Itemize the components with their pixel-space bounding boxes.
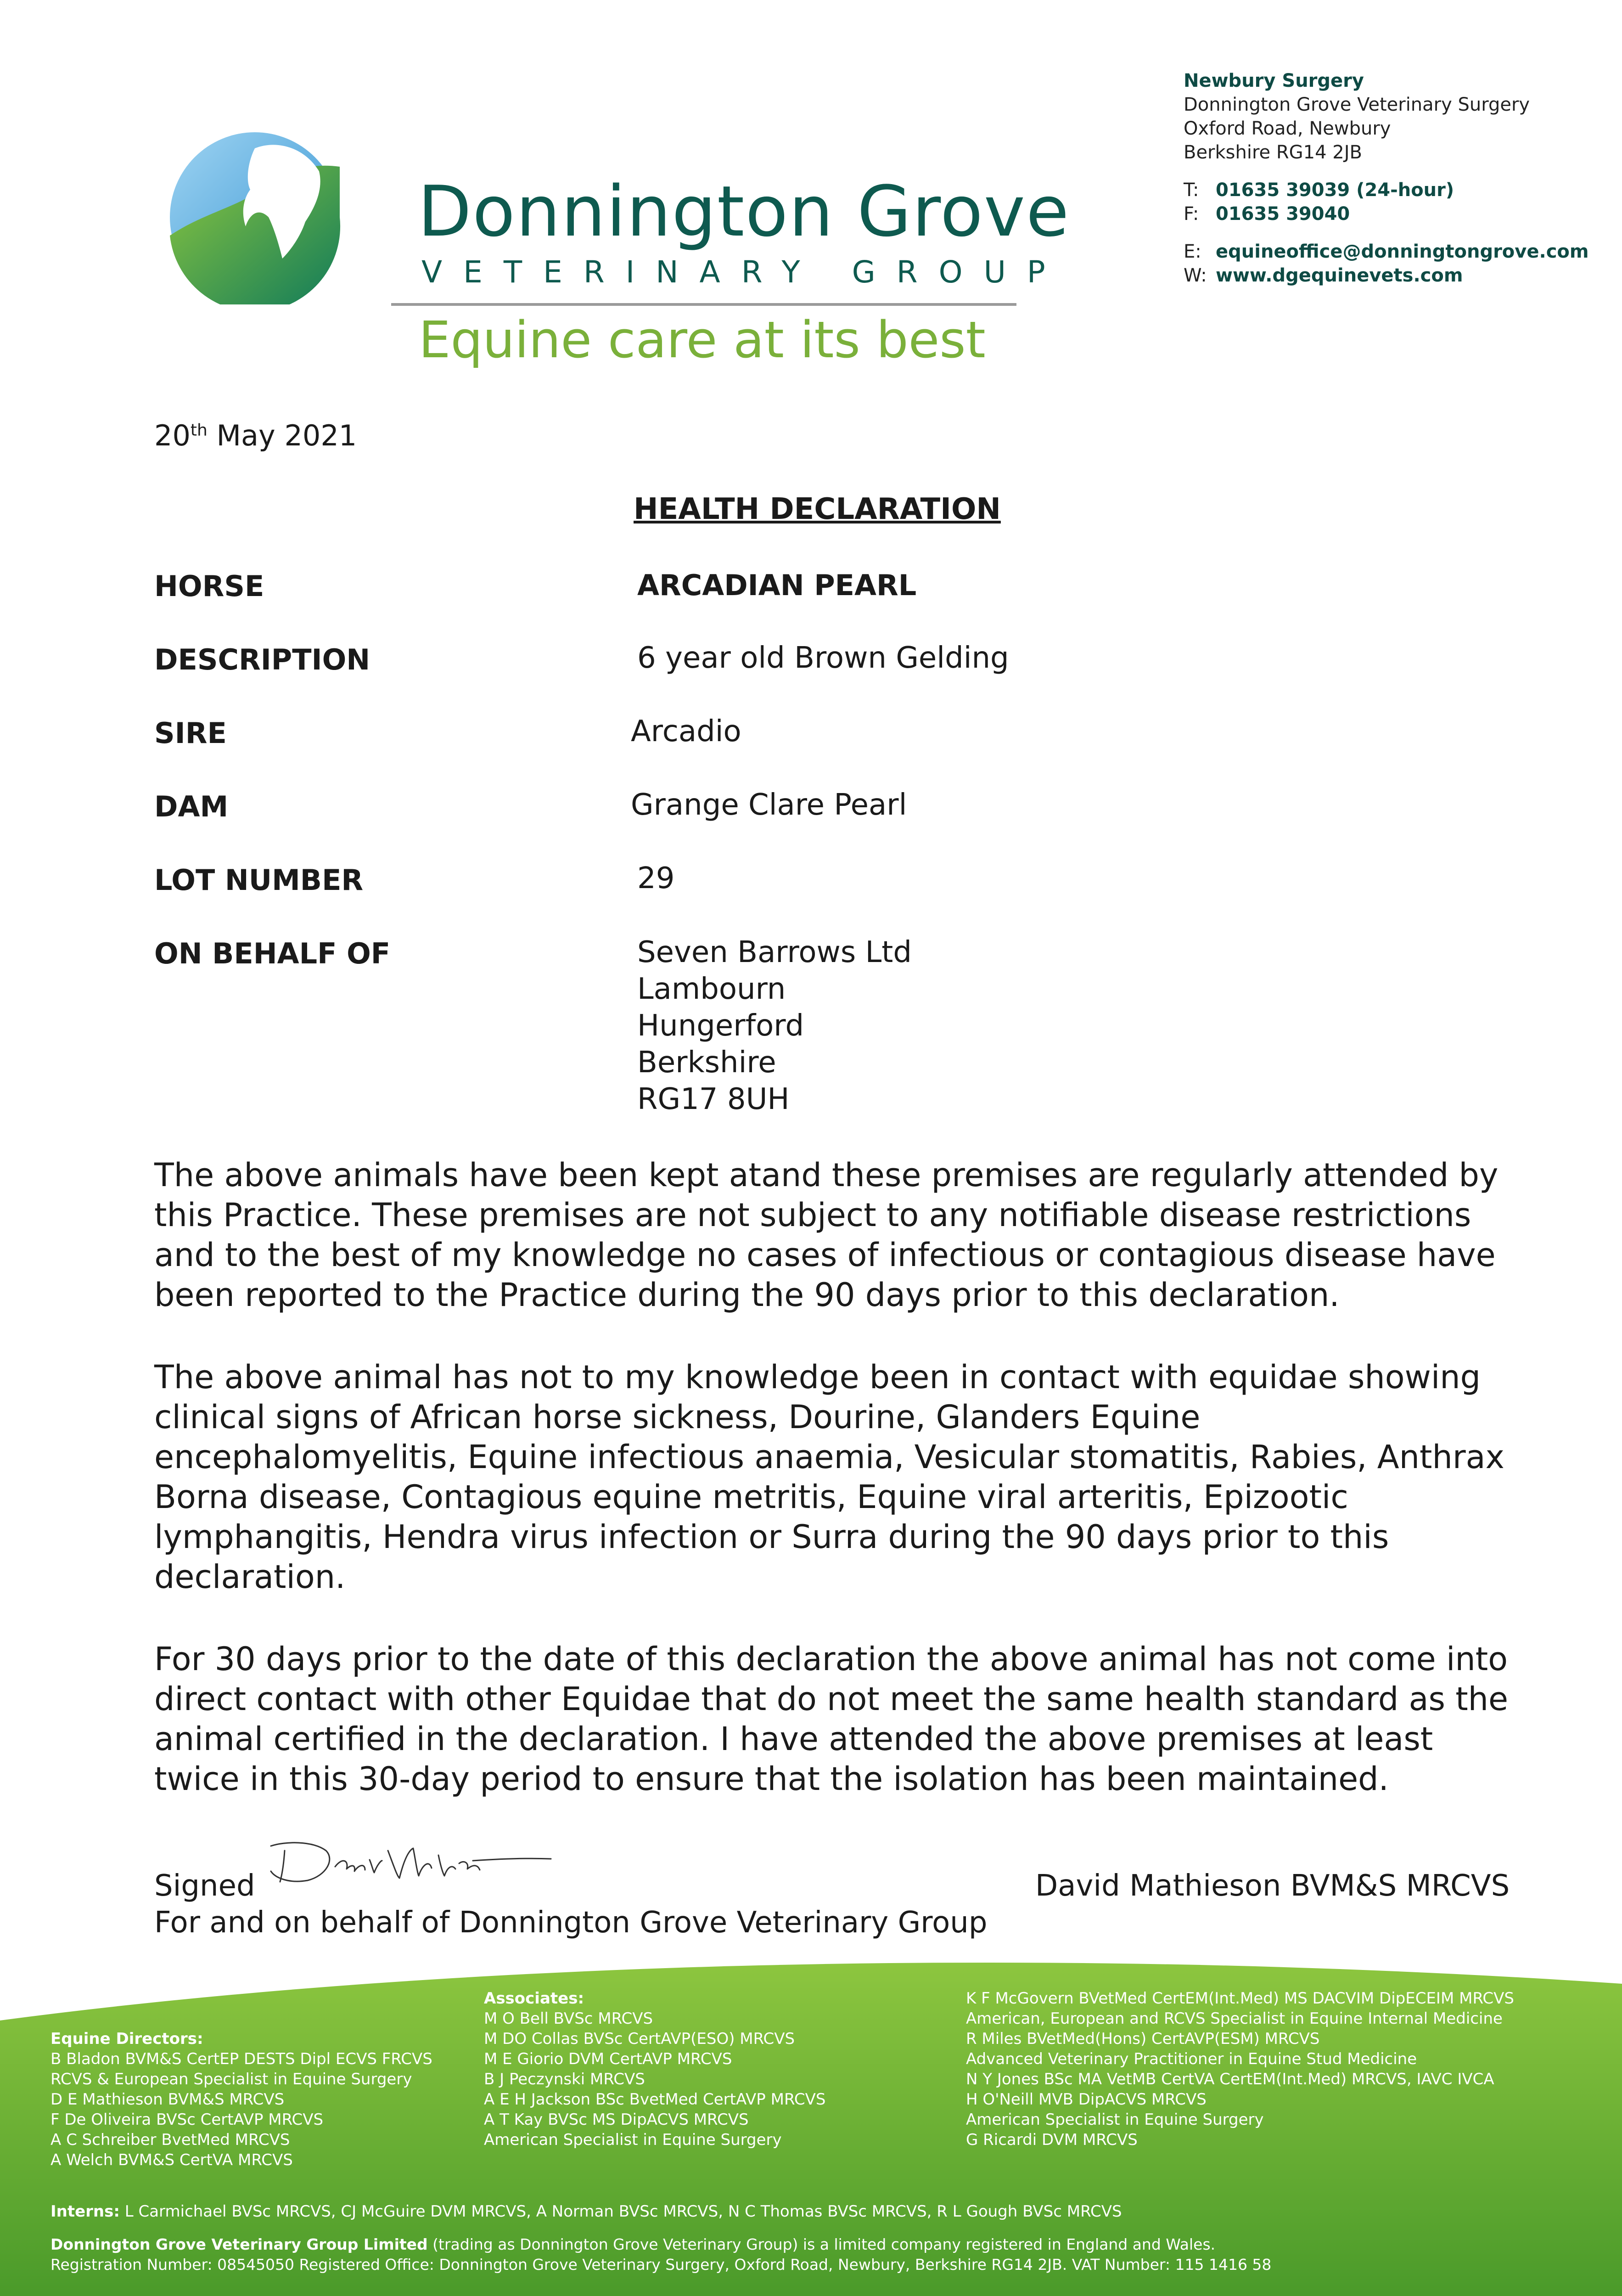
address-line: Lambourn xyxy=(637,972,786,1006)
on-behalf-label: ON BEHALF OF xyxy=(154,937,391,970)
associate-entry: A E H Jackson BSc BvetMed CertAVP MRCVS xyxy=(484,2090,826,2109)
specialist-entry: Advanced Veterinary Practitioner in Equine Stud Medicine xyxy=(966,2050,1417,2068)
associate-entry: B J Peczynski MRCVS xyxy=(484,2070,645,2088)
logo-horse-icon xyxy=(168,130,342,304)
horse-value: ARCADIAN PEARL xyxy=(637,568,917,602)
associates-heading: Associates: xyxy=(484,1989,584,2008)
director-entry: A Welch BVM&S CertVA MRCVS xyxy=(51,2151,293,2169)
brand-divider xyxy=(391,303,1016,306)
footer-associates xyxy=(484,1988,825,2150)
dam-label: DAM xyxy=(154,790,229,823)
address-line: Seven Barrows Ltd xyxy=(637,935,912,969)
specialist-entry: G Ricardi DVM MRCVS xyxy=(966,2131,1138,2149)
sire-value: Arcadio xyxy=(631,715,741,748)
declaration-paragraph: The above animals have been kept atand these premises are regularly attended by this Practice. These premises are not subject to any notifiable disease restrictions and to the best of my knowledge no cases of infectious or contagious disease have been reported to the Practice during the 90 days prior to this declaration. xyxy=(154,1156,1499,1314)
director-entry: B Bladon BVM&S CertEP DESTS Dipl ECVS FRCVS xyxy=(51,2050,432,2068)
address-line: Donnington Grove Veterinary Surgery xyxy=(1184,94,1530,115)
associate-entry: A T Kay BVSc MS DipACVS MRCVS xyxy=(484,2110,749,2129)
director-entry: D E Mathieson BVM&S MRCVS xyxy=(51,2090,285,2109)
lot-number-label: LOT NUMBER xyxy=(154,863,364,897)
brand-subtitle: VETERINARY GROUP xyxy=(421,254,1066,290)
address-line: Berkshire xyxy=(637,1046,776,1080)
website-link[interactable]: www.dgequinevets.com xyxy=(1216,265,1463,286)
director-entry: RCVS & European Specialist in Equine Surgery xyxy=(51,2070,412,2088)
surgery-name: Newbury Surgery xyxy=(1184,70,1364,91)
dam-value: Grange Clare Pearl xyxy=(631,788,907,822)
associate-entry: American Specialist in Equine Surgery xyxy=(484,2131,782,2149)
company-name: Donnington Grove Veterinary Group Limited xyxy=(51,2235,428,2253)
associate-entry: M O Bell BVSc MRCVS xyxy=(484,2009,653,2028)
specialist-entry: H O'Neill MVB DipACVS MRCVS xyxy=(966,2090,1207,2109)
phone-number[interactable]: 01635 39039 (24-hour) xyxy=(1216,180,1454,201)
specialist-entry: American, European and RCVS Specialist in Equine Internal Medicine xyxy=(966,2009,1503,2028)
brand-tagline: Equine care at its best xyxy=(419,310,986,369)
signatory-name: David Mathieson BVM&S MRCVS xyxy=(1035,1869,1510,1903)
associate-entry: M E Giorio DVM CertAVP MRCVS xyxy=(484,2050,732,2068)
web-label: W: xyxy=(1184,265,1207,286)
phone-label: T: xyxy=(1184,180,1199,201)
email-link[interactable]: equineoffice@donningtongrove.com xyxy=(1216,241,1589,262)
letter-date: 20th May 2021 xyxy=(154,419,357,452)
footer-specialists xyxy=(966,1988,1514,2150)
document-title: HEALTH DECLARATION xyxy=(634,492,1001,526)
horse-label: HORSE xyxy=(154,569,264,603)
address-line: RG17 8UH xyxy=(637,1082,790,1116)
signed-label: Signed xyxy=(154,1869,255,1903)
specialist-entry: K F McGovern BVetMed CertEM(Int.Med) MS DACVIM DipECEIM MRCVS xyxy=(966,1989,1514,2008)
fax-number: 01635 39040 xyxy=(1216,203,1350,225)
description-label: DESCRIPTION xyxy=(154,643,370,676)
declaration-paragraph: The above animal has not to my knowledge been in contact with equidae showing clinical signs of African horse sickness, Dourine, Glanders Equine encephalomyelitis, Equine infectious anaemia, Vesicular stomatitis, Rabies, Anthrax Borna disease, Contagious equine metritis, Equine viral arteritis, Epizootic lymphangitis, Hendra virus infection or Surra during the 90 days prior to this declaration. xyxy=(154,1358,1504,1596)
sire-label: SIRE xyxy=(154,716,227,750)
footer-company-info: Donnington Grove Veterinary Group Limited (trading as Donnington Grove Veterinary Group) is a limited company registered in England and Wales. Registration Number: 08545050 Registered Office: Donnington Grove Veterinary Surgery, Oxford Road, Newbury, Berkshire RG14 2JB. VAT Number: 115 1416 58 xyxy=(51,2234,1271,2275)
specialist-entry: R Miles BVetMed(Hons) CertAVP(ESM) MRCVS xyxy=(966,2030,1320,2048)
directors-heading: Equine Directors: xyxy=(51,2030,203,2048)
signatory-behalf: For and on behalf of Donnington Grove Veterinary Group xyxy=(154,1906,988,1940)
lot-number-value: 29 xyxy=(637,861,675,895)
director-entry: F De Oliveira BVSc CertAVP MRCVS xyxy=(51,2110,324,2129)
director-entry: A C Schreiber BvetMed MRCVS xyxy=(51,2131,290,2149)
handwritten-signature xyxy=(257,1832,556,1892)
fax-label: F: xyxy=(1184,203,1199,225)
on-behalf-address xyxy=(637,934,912,1118)
declaration-paragraph: For 30 days prior to the date of this declaration the above animal has not come into direct contact with other Equidae that do not meet the same health standard as the animal certified in the declaration. I have attended the above premises at least twice in this 30-day period to ensure that the isolation has been maintained. xyxy=(154,1640,1509,1798)
contact-block xyxy=(1184,69,1589,287)
associate-entry: M DO Collas BVSc CertAVP(ESO) MRCVS xyxy=(484,2030,795,2048)
registration-info: Registration Number: 08545050 Registered Office: Donnington Grove Veterinary Surgery, Oxford Road, Newbury, Berkshire RG14 2JB. VAT Number: 115 1416 58 xyxy=(51,2256,1272,2273)
brand-name: Donnington Grove xyxy=(418,171,1070,252)
email-label: E: xyxy=(1184,241,1201,262)
address-line: Hungerford xyxy=(637,1009,804,1043)
address-line: Berkshire RG14 2JB xyxy=(1184,142,1362,163)
specialist-entry: N Y Jones BSc MA VetMB CertVA CertEM(Int.Med) MRCVS, IAVC IVCA xyxy=(966,2070,1494,2088)
address-line: Oxford Road, Newbury xyxy=(1184,118,1391,139)
footer-directors xyxy=(51,2029,432,2170)
specialist-entry: American Specialist in Equine Surgery xyxy=(966,2110,1264,2129)
description-value: 6 year old Brown Gelding xyxy=(637,641,1009,675)
footer-interns: Interns: L Carmichael BVSc MRCVS, CJ McGuire DVM MRCVS, A Norman BVSc MRCVS, N C Thomas BVSc MRCVS, R L Gough BVSc MRCVS xyxy=(51,2202,1122,2221)
